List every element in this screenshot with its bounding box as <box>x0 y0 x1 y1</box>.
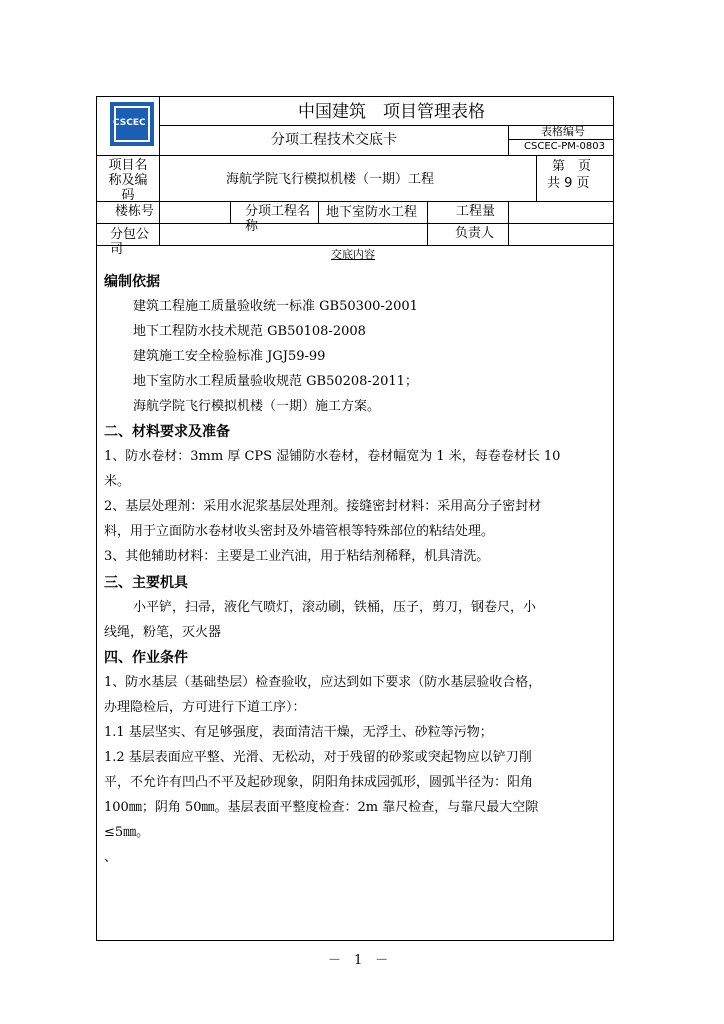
subcontractor-label: 分包公司 <box>110 227 150 257</box>
conditions-line: 办理隐检后，方可进行下道工序）： <box>104 700 306 715</box>
page-number: － 1 － <box>328 953 389 968</box>
tools-line: 小平铲，扫帚，液化气喷灯，滚动刷，铁桶，压子，剪刀，钢卷尺，小 <box>133 600 537 615</box>
content-label: 交底内容 <box>331 248 375 261</box>
basis-item: 地下室防水工程质量验收规范 GB50208-2011； <box>133 374 418 389</box>
conditions-line: 平，不允许有凹凸不平及起砂现象，阴阳角抹成园弧形，圆弧半径为：阳角 <box>104 775 534 790</box>
tools-line: 线绳，粉笔，灭火器 <box>104 625 222 640</box>
conditions-line: 1.1 基层坚实、有足够强度，表面清洁干燥，无浮土、砂粒等污物； <box>104 725 493 740</box>
conditions-line: 1.2 基层表面应平整、光滑、无松动，对于残留的砂浆或突起物应以铲刀削 <box>104 750 532 765</box>
materials-line: 料，用于立面防水卷材收头密封及外墙管根等特殊部位的粘结处理。 <box>104 524 495 539</box>
project-label: 项目名称及编码 <box>108 158 148 203</box>
conditions-line: 100㎜；阴角 50㎜。基层表面平整度检查：2m 靠尺检查，与靠尺最大空隙 <box>104 800 539 815</box>
conditions-line: ≤5㎜。 <box>104 825 150 840</box>
materials-line: 米。 <box>104 474 131 489</box>
quantity-label: 工程量 <box>456 204 496 219</box>
materials-line: 1、防水卷材：3mm 厚 CPS 湿铺防水卷材，卷材幅宽为 1 米，每卷卷材长 10 <box>104 449 561 464</box>
page-of: 第 页 <box>552 159 592 174</box>
basis-item: 建筑施工安全检验标准 JGJ59-99 <box>133 349 326 364</box>
building-label: 楼栋号 <box>115 204 155 219</box>
subproject-label: 分项工程名称 <box>245 204 311 234</box>
logo-text: CSCEC <box>113 118 146 128</box>
form-title: 分项工程技术交底卡 <box>271 132 397 148</box>
page-total: 共 9 页 <box>547 176 590 191</box>
person-label: 负责人 <box>455 226 495 241</box>
materials-line: 2、基层处理剂：采用水泥浆基层处理剂。接缝密封材料：采用高分子密封材 <box>104 499 542 514</box>
form-code-label: 表格编号 <box>541 125 585 138</box>
project-name: 海航学院飞行模拟机楼（一期）工程 <box>226 172 435 187</box>
section-basis-title: 编制依据 <box>104 274 160 290</box>
form-code: CSCEC-PM-0803 <box>524 141 605 152</box>
section-conditions-title: 四、作业条件 <box>104 650 188 666</box>
basis-item: 海航学院飞行模拟机楼（一期）施工方案。 <box>133 399 381 414</box>
basis-item: 地下工程防水技术规范 GB50108-2008 <box>133 324 366 339</box>
company-title: 中国建筑 项目管理表格 <box>298 102 485 122</box>
trailing-mark: 、 <box>104 850 118 865</box>
section-materials-title: 二、材料要求及准备 <box>104 424 230 440</box>
section-tools-title: 三、主要机具 <box>104 575 188 591</box>
basis-item: 建筑工程施工质量验收统一标准 GB50300-2001 <box>133 299 418 314</box>
conditions-line: 1、防水基层（基础垫层）检查验收，应达到如下要求（防水基层验收合格， <box>104 675 542 690</box>
materials-line: 3、其他辅助材料：主要是工业汽油，用于粘结剂稀释，机具清洗。 <box>104 549 490 564</box>
subproject-value: 地下室防水工程 <box>326 205 418 220</box>
